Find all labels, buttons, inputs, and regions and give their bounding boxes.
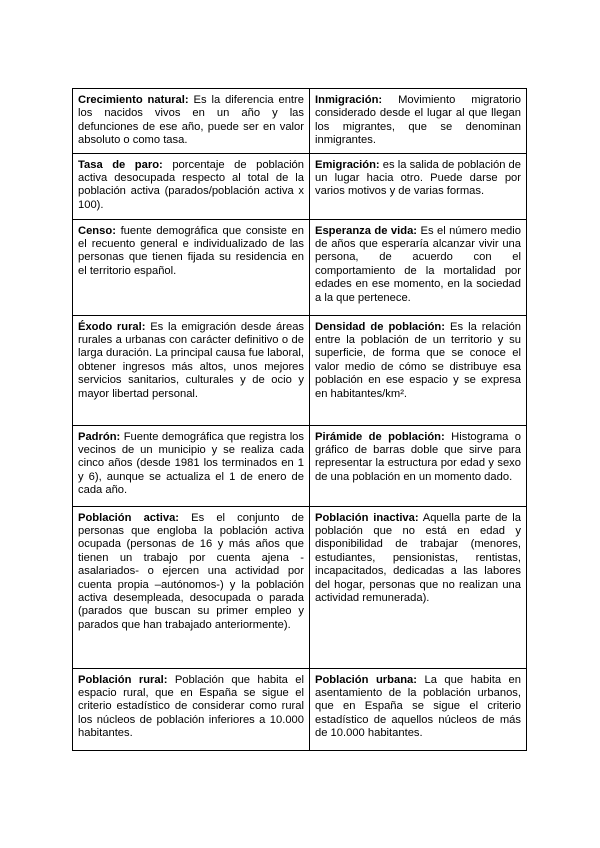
term-label: Éxodo rural: bbox=[78, 320, 146, 333]
definition-text: La que habita en asentamiento de la población urbanos, que en España se sigue el criterio estadístico de aquellos núcleos de más de 10.000 habitantes. bbox=[315, 673, 521, 740]
definition-text: Es la relación entre la población de un territorio y su superficie, de forma que se conoce el valor medio de cómo se distribuye esa población en ese espacio y se expresa en habitantes/km². bbox=[315, 320, 521, 400]
table-row bbox=[73, 315, 527, 425]
definition-text: Histograma o gráfico de barras doble que sirve para representar la estructura por edad y sexo de una población en un momento dado. bbox=[315, 430, 522, 483]
table-row bbox=[73, 668, 527, 750]
term-label: Esperanza de vida: bbox=[315, 224, 418, 237]
term-label: Crecimiento natural: bbox=[78, 94, 189, 106]
table-row bbox=[73, 506, 527, 668]
definition-text: Fuente demográfica que registra los vecinos de un municipio y se realiza cada cinco años (desde 1981 los terminados en 1 y 6), aunque se actualiza el 1 de enero de cada año. bbox=[78, 430, 304, 497]
definition-cell bbox=[73, 89, 310, 154]
term-label: Población rural: bbox=[78, 673, 168, 686]
table-row bbox=[73, 219, 527, 315]
term-label: Pirámide de población: bbox=[315, 430, 445, 443]
term-label: Población urbana: bbox=[315, 673, 417, 686]
term-label: Censo: bbox=[78, 224, 116, 237]
definition-cell bbox=[73, 668, 310, 750]
definition-cell bbox=[310, 668, 527, 750]
definition-cell bbox=[310, 153, 527, 219]
term-label: Población inactiva: bbox=[315, 511, 419, 524]
definition-text: Movimiento migratorio considerado desde el lugar al que llegan los migrantes, que se denominan inmigrantes. bbox=[315, 94, 522, 147]
definition-cell bbox=[73, 315, 310, 425]
definition-text: Aquella parte de la población que no está en edad y disponibilidad de trabajar (menores, estudiantes, pensionistas, rentistas, incapacitados, dedicadas a las labores del hogar, personas que no realizan una actividad remunerada). bbox=[315, 511, 521, 605]
term-label: Tasa de paro: bbox=[78, 158, 163, 171]
definition-text: Es el número medio de años que esperaría alcanzar vivir una persona, de acuerdo con el comportamiento de la mortalidad por edades en ese momento, en la sociedad a la que pertenece. bbox=[315, 224, 521, 304]
term-label: Densidad de población: bbox=[315, 320, 445, 333]
definition-text: Es el conjunto de personas que engloba la población activa ocupada (personas de 16 y más años que tienen un trabajo por cuenta ajena -asalariados- o ejercen una actividad por cuenta propia –autónomos-) y la población activa desempleada, desocupada o parada (parados que buscan su primer empleo y parados que han trabajado anteriormente). bbox=[78, 511, 305, 631]
definition-text: porcentaje de población activa desocupada respecto al total de la población activa (parados/población activa x 100). bbox=[78, 158, 304, 211]
definition-text: Es la emigración desde áreas rurales a urbanas con carácter definitivo o de larga duración. La principal causa fue laboral, obtener ingresos más altos, unos mejores servicios sanitarios, culturales y de ocio y mayor libertad personal. bbox=[78, 320, 305, 400]
definition-cell bbox=[310, 425, 527, 506]
definition-text: fuente demográfica que consiste en el recuento general e individualizado de las personas que tienen fijada su residencia en el territorio español. bbox=[78, 224, 304, 277]
table-row bbox=[73, 153, 527, 219]
term-label: Población activa: bbox=[78, 511, 180, 524]
definition-cell bbox=[310, 506, 527, 668]
term-label: Emigración: bbox=[315, 158, 380, 171]
definition-cell bbox=[310, 219, 527, 315]
definition-cell bbox=[310, 315, 527, 425]
definition-cell bbox=[73, 425, 310, 506]
table-row bbox=[73, 89, 527, 154]
definition-cell bbox=[73, 506, 310, 668]
definition-text: es la salida de población de un lugar hacia otro. Puede darse por varios motivos y de varias formas. bbox=[315, 158, 521, 198]
definition-cell bbox=[310, 89, 527, 154]
definition-cell bbox=[73, 219, 310, 315]
table-row bbox=[73, 425, 527, 506]
term-label: Inmigración: bbox=[315, 94, 383, 106]
definition-cell bbox=[73, 153, 310, 219]
definition-text: Población que habita el espacio rural, que en España se sigue el criterio estadístico de considerar como rural los núcleos de población inferiores a 10.000 habitantes. bbox=[78, 673, 304, 740]
definition-text: Es la diferencia entre los nacidos vivos en un año y las defunciones de ese año, puede ser en valor absoluto o como tasa. bbox=[78, 94, 304, 147]
glossary-table bbox=[72, 88, 527, 751]
term-label: Padrón: bbox=[78, 430, 121, 443]
